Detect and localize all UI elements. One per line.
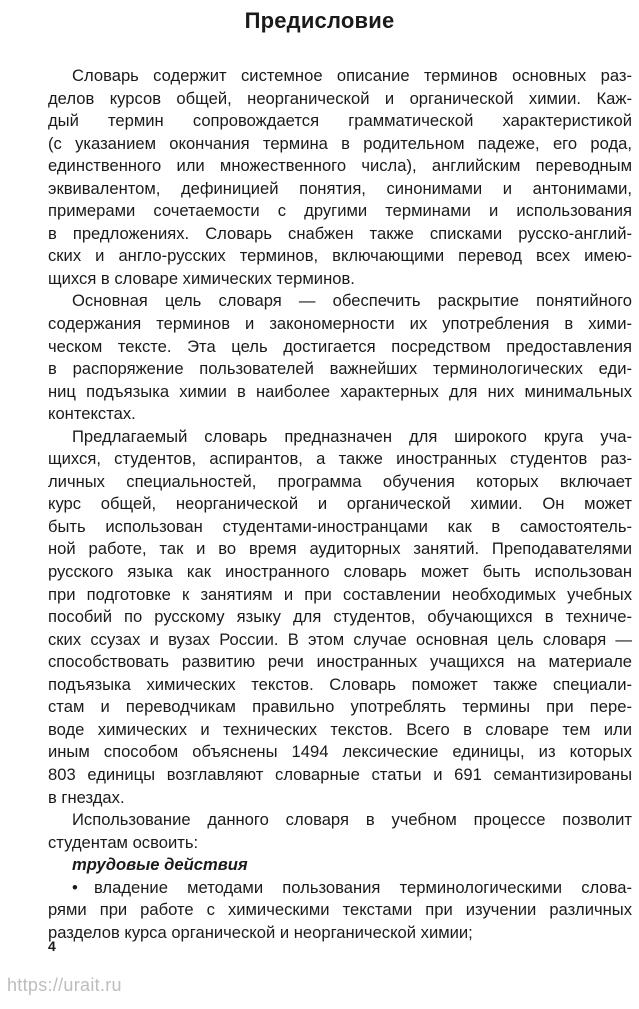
body-text: [48, 65, 632, 944]
text-line: единственного или множественного числа), английским переводным: [48, 156, 632, 176]
text-line: Словарь содержит системное описание терминов основных раз-: [72, 66, 632, 85]
paragraph-4: [48, 809, 632, 854]
paragraph-3: [48, 426, 632, 809]
paragraph-2: [48, 290, 632, 425]
text-line: щихся, студентов, аспирантов, а также иностранных студентов раз-: [48, 449, 632, 469]
text-line: в распоряжение пользователей важнейших терминологических еди-: [48, 359, 632, 379]
text-line: быть использован студентами-иностранцами как в самостоятель-: [48, 516, 632, 536]
text-line: стам и переводчикам правильно употреблять термины при пере-: [48, 697, 632, 717]
text-line: курс общей, неорганической и органической химии. Он может: [48, 494, 632, 514]
text-line: при подготовке к занятиям и при составлении необходимых учебных: [48, 584, 632, 604]
text-line: примерами сочетаемости с другими терминами и использования: [48, 201, 632, 221]
text-line: эквивалентом, дефиницией понятия, синонимами и антонимами,: [48, 178, 632, 198]
text-line: разделов курса органической и неорганической химии;: [48, 922, 473, 942]
text-line: ниц подъязыка химии в наиболее характерных для них минимальных: [48, 381, 632, 401]
text-line: способствовать развитию речи иностранных учащихся на материале: [48, 652, 632, 672]
text-line: пособий по русскому языку для студентов, обучающихся в техниче-: [48, 607, 632, 627]
text-line: ских ссузах и вузах России. В этом случае основная цель словаря —: [48, 629, 632, 649]
bullet-item: [48, 877, 632, 945]
page-title: Предисловие: [244, 8, 395, 33]
text-line: в гнездах.: [48, 787, 125, 807]
text-line: 803 единицы возглавляют словарные статьи и 691 семантизированы: [48, 764, 632, 784]
subheading: трудовые действия: [72, 855, 248, 875]
text-line: делов курсов общей, неорганической и органической химии. Каж-: [48, 88, 632, 108]
page-number: 4: [48, 938, 56, 954]
text-line: содержания терминов и закономерности их употребления в хими-: [48, 314, 632, 334]
bullet-text: владение методами пользования терминологическими слова-: [94, 877, 632, 897]
text-line: в предложениях. Словарь снабжен также списками русско-англий-: [48, 223, 632, 243]
text-line: ной работе, так и во время аудиторных занятий. Преподавателями: [48, 539, 632, 559]
text-line: ческом тексте. Эта цель достигается посредством предоставления: [48, 336, 632, 356]
bullet-icon: •: [72, 877, 78, 897]
paragraph-1: [48, 65, 632, 290]
text-line: личных специальностей, программа обучения которых включает: [48, 471, 632, 491]
text-line: Основная цель словаря — обеспечить раскрытие понятийного: [72, 291, 632, 311]
text-line: подъязыка химических текстов. Словарь поможет также специали-: [48, 674, 632, 694]
text-line: ских и англо-русских терминов, включающими перевод всех имею-: [48, 246, 632, 266]
text-line: студентам освоить:: [48, 832, 199, 852]
text-line: Использование данного словаря в учебном процессе позволит: [72, 810, 632, 830]
text-line: воде химических и технических текстов. Всего в словаре тем или: [48, 719, 632, 739]
text-line: контекстах.: [48, 404, 136, 424]
text-line: дый термин сопровождается грамматической характеристикой: [48, 111, 632, 131]
text-line: (с указанием окончания термина в родительном падеже, его рода,: [48, 133, 632, 153]
text-line: щихся в словаре химических терминов.: [48, 268, 355, 288]
watermark: https://urait.ru: [7, 975, 122, 995]
text-line: рями при работе с химическими текстами при изучении различных: [48, 900, 632, 920]
text-line: русского языка как иностранного словарь может быть использован: [48, 562, 632, 582]
text-line: [48, 877, 632, 900]
text-line: Предлагаемый словарь предназначен для широкого круга уча-: [72, 426, 632, 446]
text-line: иным способом объяснены 1494 лексические единицы, из которых: [48, 742, 632, 762]
